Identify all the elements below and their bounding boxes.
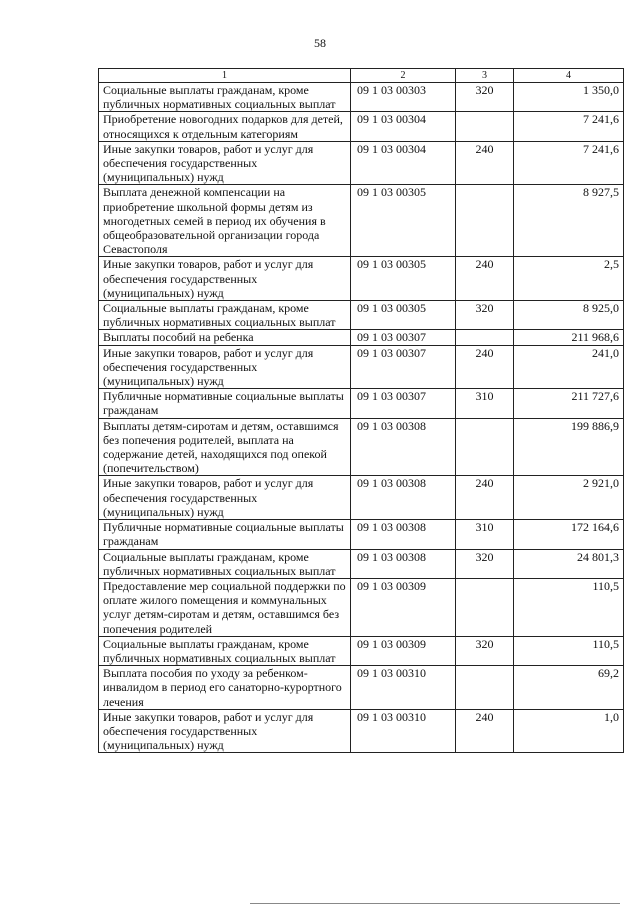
target-code-cell: 09 1 03 00309	[351, 636, 456, 665]
expense-name-cell: Иные закупки товаров, работ и услуг для обеспечения государственных (муниципальных) нужд	[99, 709, 351, 753]
expense-name-cell: Иные закупки товаров, работ и услуг для обеспечения государственных (муниципальных) нужд	[99, 141, 351, 185]
header-row	[99, 69, 624, 83]
amount-cell: 2,5	[514, 257, 624, 301]
expense-name-cell: Социальные выплаты гражданам, кроме публичных нормативных социальных выплат	[99, 301, 351, 330]
amount-cell: 1,0	[514, 709, 624, 753]
table-row	[99, 418, 624, 476]
target-code-cell: 09 1 03 00308	[351, 520, 456, 549]
amount-cell: 7 241,6	[514, 112, 624, 141]
table-row	[99, 636, 624, 665]
target-code-cell: 09 1 03 00308	[351, 549, 456, 578]
expense-type-cell	[456, 578, 514, 636]
expense-name-cell: Выплата пособия по уходу за ребенком-инвалидом в период его санаторно-курортного лечения	[99, 666, 351, 710]
table-row	[99, 389, 624, 418]
table-row	[99, 141, 624, 185]
column-header-3: 3	[456, 69, 514, 83]
expense-type-cell	[456, 112, 514, 141]
amount-cell: 69,2	[514, 666, 624, 710]
expense-name-cell: Выплата денежной компенсации на приобретение школьной формы детям из многодетных семей в период их обучения в общеобразовательной организации города Севастополя	[99, 185, 351, 257]
expense-name-cell: Социальные выплаты гражданам, кроме публичных нормативных социальных выплат	[99, 636, 351, 665]
amount-cell: 110,5	[514, 578, 624, 636]
column-header-2: 2	[351, 69, 456, 83]
table-row	[99, 709, 624, 753]
amount-cell: 8 925,0	[514, 301, 624, 330]
amount-cell: 24 801,3	[514, 549, 624, 578]
table-row	[99, 476, 624, 520]
table-row	[99, 257, 624, 301]
expense-name-cell: Иные закупки товаров, работ и услуг для обеспечения государственных (муниципальных) нужд	[99, 345, 351, 389]
amount-cell: 1 350,0	[514, 83, 624, 112]
expense-type-cell: 320	[456, 301, 514, 330]
expense-type-cell: 240	[456, 257, 514, 301]
amount-cell: 7 241,6	[514, 141, 624, 185]
table-body	[99, 83, 624, 753]
expense-type-cell	[456, 418, 514, 476]
target-code-cell: 09 1 03 00305	[351, 257, 456, 301]
expense-name-cell: Иные закупки товаров, работ и услуг для обеспечения государственных (муниципальных) нужд	[99, 257, 351, 301]
column-header-4: 4	[514, 69, 624, 83]
table-row	[99, 112, 624, 141]
expense-name-cell: Выплаты детям-сиротам и детям, оставшимся без попечения родителей, выплата на содержание детей, находящихся под опекой (попечительством)	[99, 418, 351, 476]
target-code-cell: 09 1 03 00308	[351, 476, 456, 520]
table-row	[99, 83, 624, 112]
amount-cell: 241,0	[514, 345, 624, 389]
expense-type-cell: 310	[456, 520, 514, 549]
target-code-cell: 09 1 03 00303	[351, 83, 456, 112]
expense-type-cell: 240	[456, 345, 514, 389]
table-row	[99, 578, 624, 636]
amount-cell: 2 921,0	[514, 476, 624, 520]
expense-type-cell: 240	[456, 709, 514, 753]
table-row	[99, 301, 624, 330]
target-code-cell: 09 1 03 00307	[351, 389, 456, 418]
expense-name-cell: Выплаты пособий на ребенка	[99, 330, 351, 345]
expense-name-cell: Социальные выплаты гражданам, кроме публичных нормативных социальных выплат	[99, 549, 351, 578]
expense-type-cell	[456, 185, 514, 257]
expense-name-cell: Приобретение новогодних подарков для детей, относящихся к отдельным категориям	[99, 112, 351, 141]
expense-type-cell: 320	[456, 549, 514, 578]
table-row	[99, 666, 624, 710]
amount-cell: 8 927,5	[514, 185, 624, 257]
amount-cell: 211 968,6	[514, 330, 624, 345]
target-code-cell: 09 1 03 00305	[351, 185, 456, 257]
expense-name-cell: Публичные нормативные социальные выплаты гражданам	[99, 389, 351, 418]
budget-table	[98, 68, 624, 753]
amount-cell: 110,5	[514, 636, 624, 665]
expense-type-cell: 240	[456, 476, 514, 520]
expense-type-cell: 320	[456, 83, 514, 112]
table-row	[99, 330, 624, 345]
table-row	[99, 549, 624, 578]
bottom-divider	[250, 903, 620, 904]
amount-cell: 211 727,6	[514, 389, 624, 418]
expense-name-cell: Предоставление мер социальной поддержки по оплате жилого помещения и коммунальных услуг детям-сиротам и детям, оставшимся без попечения родителей	[99, 578, 351, 636]
expense-type-cell	[456, 330, 514, 345]
table-row	[99, 345, 624, 389]
column-header-1: 1	[99, 69, 351, 83]
target-code-cell: 09 1 03 00307	[351, 330, 456, 345]
expense-type-cell	[456, 666, 514, 710]
amount-cell: 199 886,9	[514, 418, 624, 476]
expense-name-cell: Публичные нормативные социальные выплаты гражданам	[99, 520, 351, 549]
expense-name-cell: Иные закупки товаров, работ и услуг для обеспечения государственных (муниципальных) нужд	[99, 476, 351, 520]
target-code-cell: 09 1 03 00304	[351, 112, 456, 141]
amount-cell: 172 164,6	[514, 520, 624, 549]
target-code-cell: 09 1 03 00305	[351, 301, 456, 330]
expense-type-cell: 240	[456, 141, 514, 185]
expense-name-cell: Социальные выплаты гражданам, кроме публичных нормативных социальных выплат	[99, 83, 351, 112]
table-row	[99, 520, 624, 549]
table-row	[99, 185, 624, 257]
page-number: 58	[314, 36, 326, 50]
target-code-cell: 09 1 03 00308	[351, 418, 456, 476]
target-code-cell: 09 1 03 00304	[351, 141, 456, 185]
expense-type-cell: 310	[456, 389, 514, 418]
expense-type-cell: 320	[456, 636, 514, 665]
target-code-cell: 09 1 03 00310	[351, 709, 456, 753]
target-code-cell: 09 1 03 00310	[351, 666, 456, 710]
target-code-cell: 09 1 03 00309	[351, 578, 456, 636]
target-code-cell: 09 1 03 00307	[351, 345, 456, 389]
